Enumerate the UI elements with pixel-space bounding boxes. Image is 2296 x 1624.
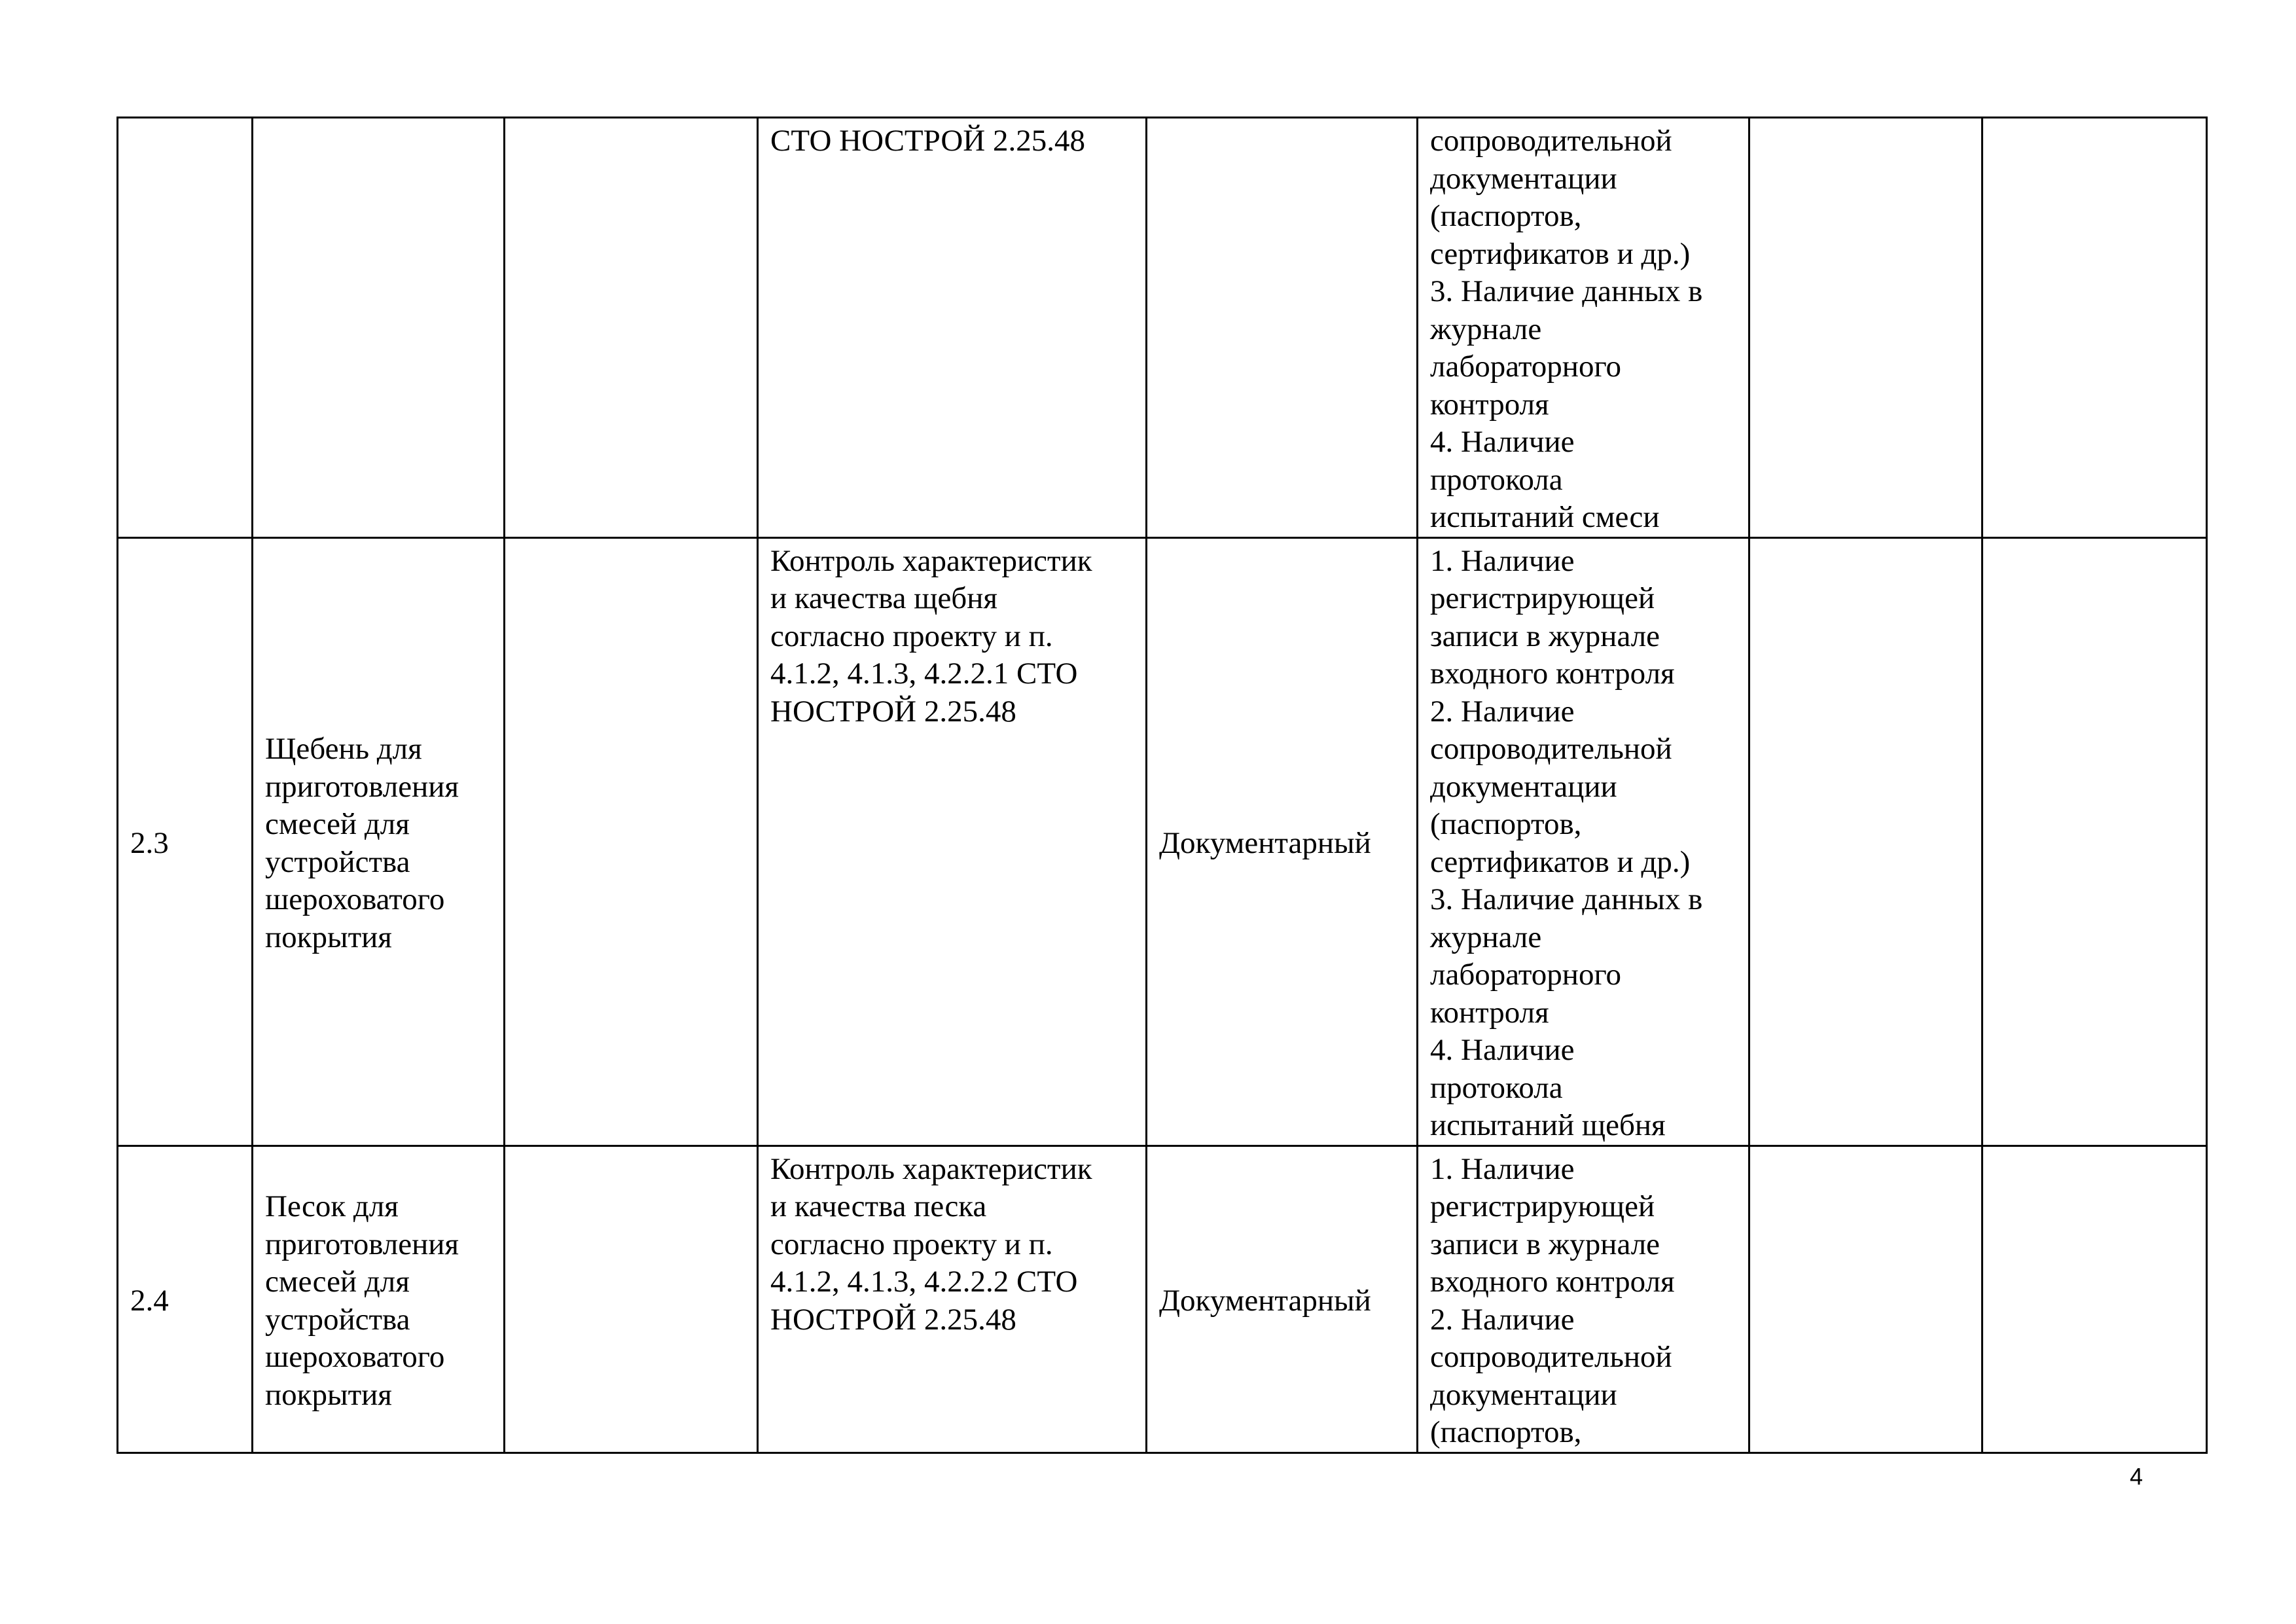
control-table: [117, 117, 2208, 1454]
table-row: [118, 537, 2207, 1146]
page-number: 4: [2129, 1463, 2144, 1490]
cell-number: [118, 118, 253, 538]
cell-control-method: Документарный: [1147, 1146, 1418, 1453]
cell-column-7: [1749, 118, 1982, 538]
table-row: [118, 118, 2207, 538]
cell-material-name: Песок для приготовления смесей для устройства шероховатого покрытия: [253, 1146, 505, 1453]
cell-column-8: [1982, 1146, 2207, 1453]
cell-number: 2.4: [118, 1146, 253, 1453]
cell-column-8: [1982, 537, 2207, 1146]
cell-material-name: [253, 118, 505, 538]
cell-control-method: [1147, 118, 1418, 538]
cell-control-description: СТО НОСТРОЙ 2.25.48: [758, 118, 1147, 538]
cell-number: 2.3: [118, 537, 253, 1146]
cell-column-3: [505, 537, 758, 1146]
cell-documents: сопроводительной документации (паспортов, сертификатов и др.) 3. Наличие данных в журнале лабораторного контроля 4. Наличие протокола испытаний смеси: [1418, 118, 1749, 538]
cell-column-7: [1749, 1146, 1982, 1453]
cell-control-description: Контроль характеристик и качества песка согласно проекту и п. 4.1.2, 4.1.3, 4.2.2.2 СТО НОСТРОЙ 2.25.48: [758, 1146, 1147, 1453]
cell-control-method: Документарный: [1147, 537, 1418, 1146]
cell-documents: 1. Наличие регистрирующей записи в журнале входного контроля 2. Наличие сопроводительной документации (паспортов, сертификатов и др.) 3. Наличие данных в журнале лабораторного контроля 4. Наличие протокола испытаний щебня: [1418, 537, 1749, 1146]
cell-documents: 1. Наличие регистрирующей записи в журнале входного контроля 2. Наличие сопроводительной документации (паспортов,: [1418, 1146, 1749, 1453]
table-row: [118, 1146, 2207, 1453]
cell-column-7: [1749, 537, 1982, 1146]
cell-control-description: Контроль характеристик и качества щебня согласно проекту и п. 4.1.2, 4.1.3, 4.2.2.1 СТО НОСТРОЙ 2.25.48: [758, 537, 1147, 1146]
cell-column-3: [505, 1146, 758, 1453]
cell-column-3: [505, 118, 758, 538]
cell-material-name: Щебень для приготовления смесей для устройства шероховатого покрытия: [253, 537, 505, 1146]
cell-column-8: [1982, 118, 2207, 538]
